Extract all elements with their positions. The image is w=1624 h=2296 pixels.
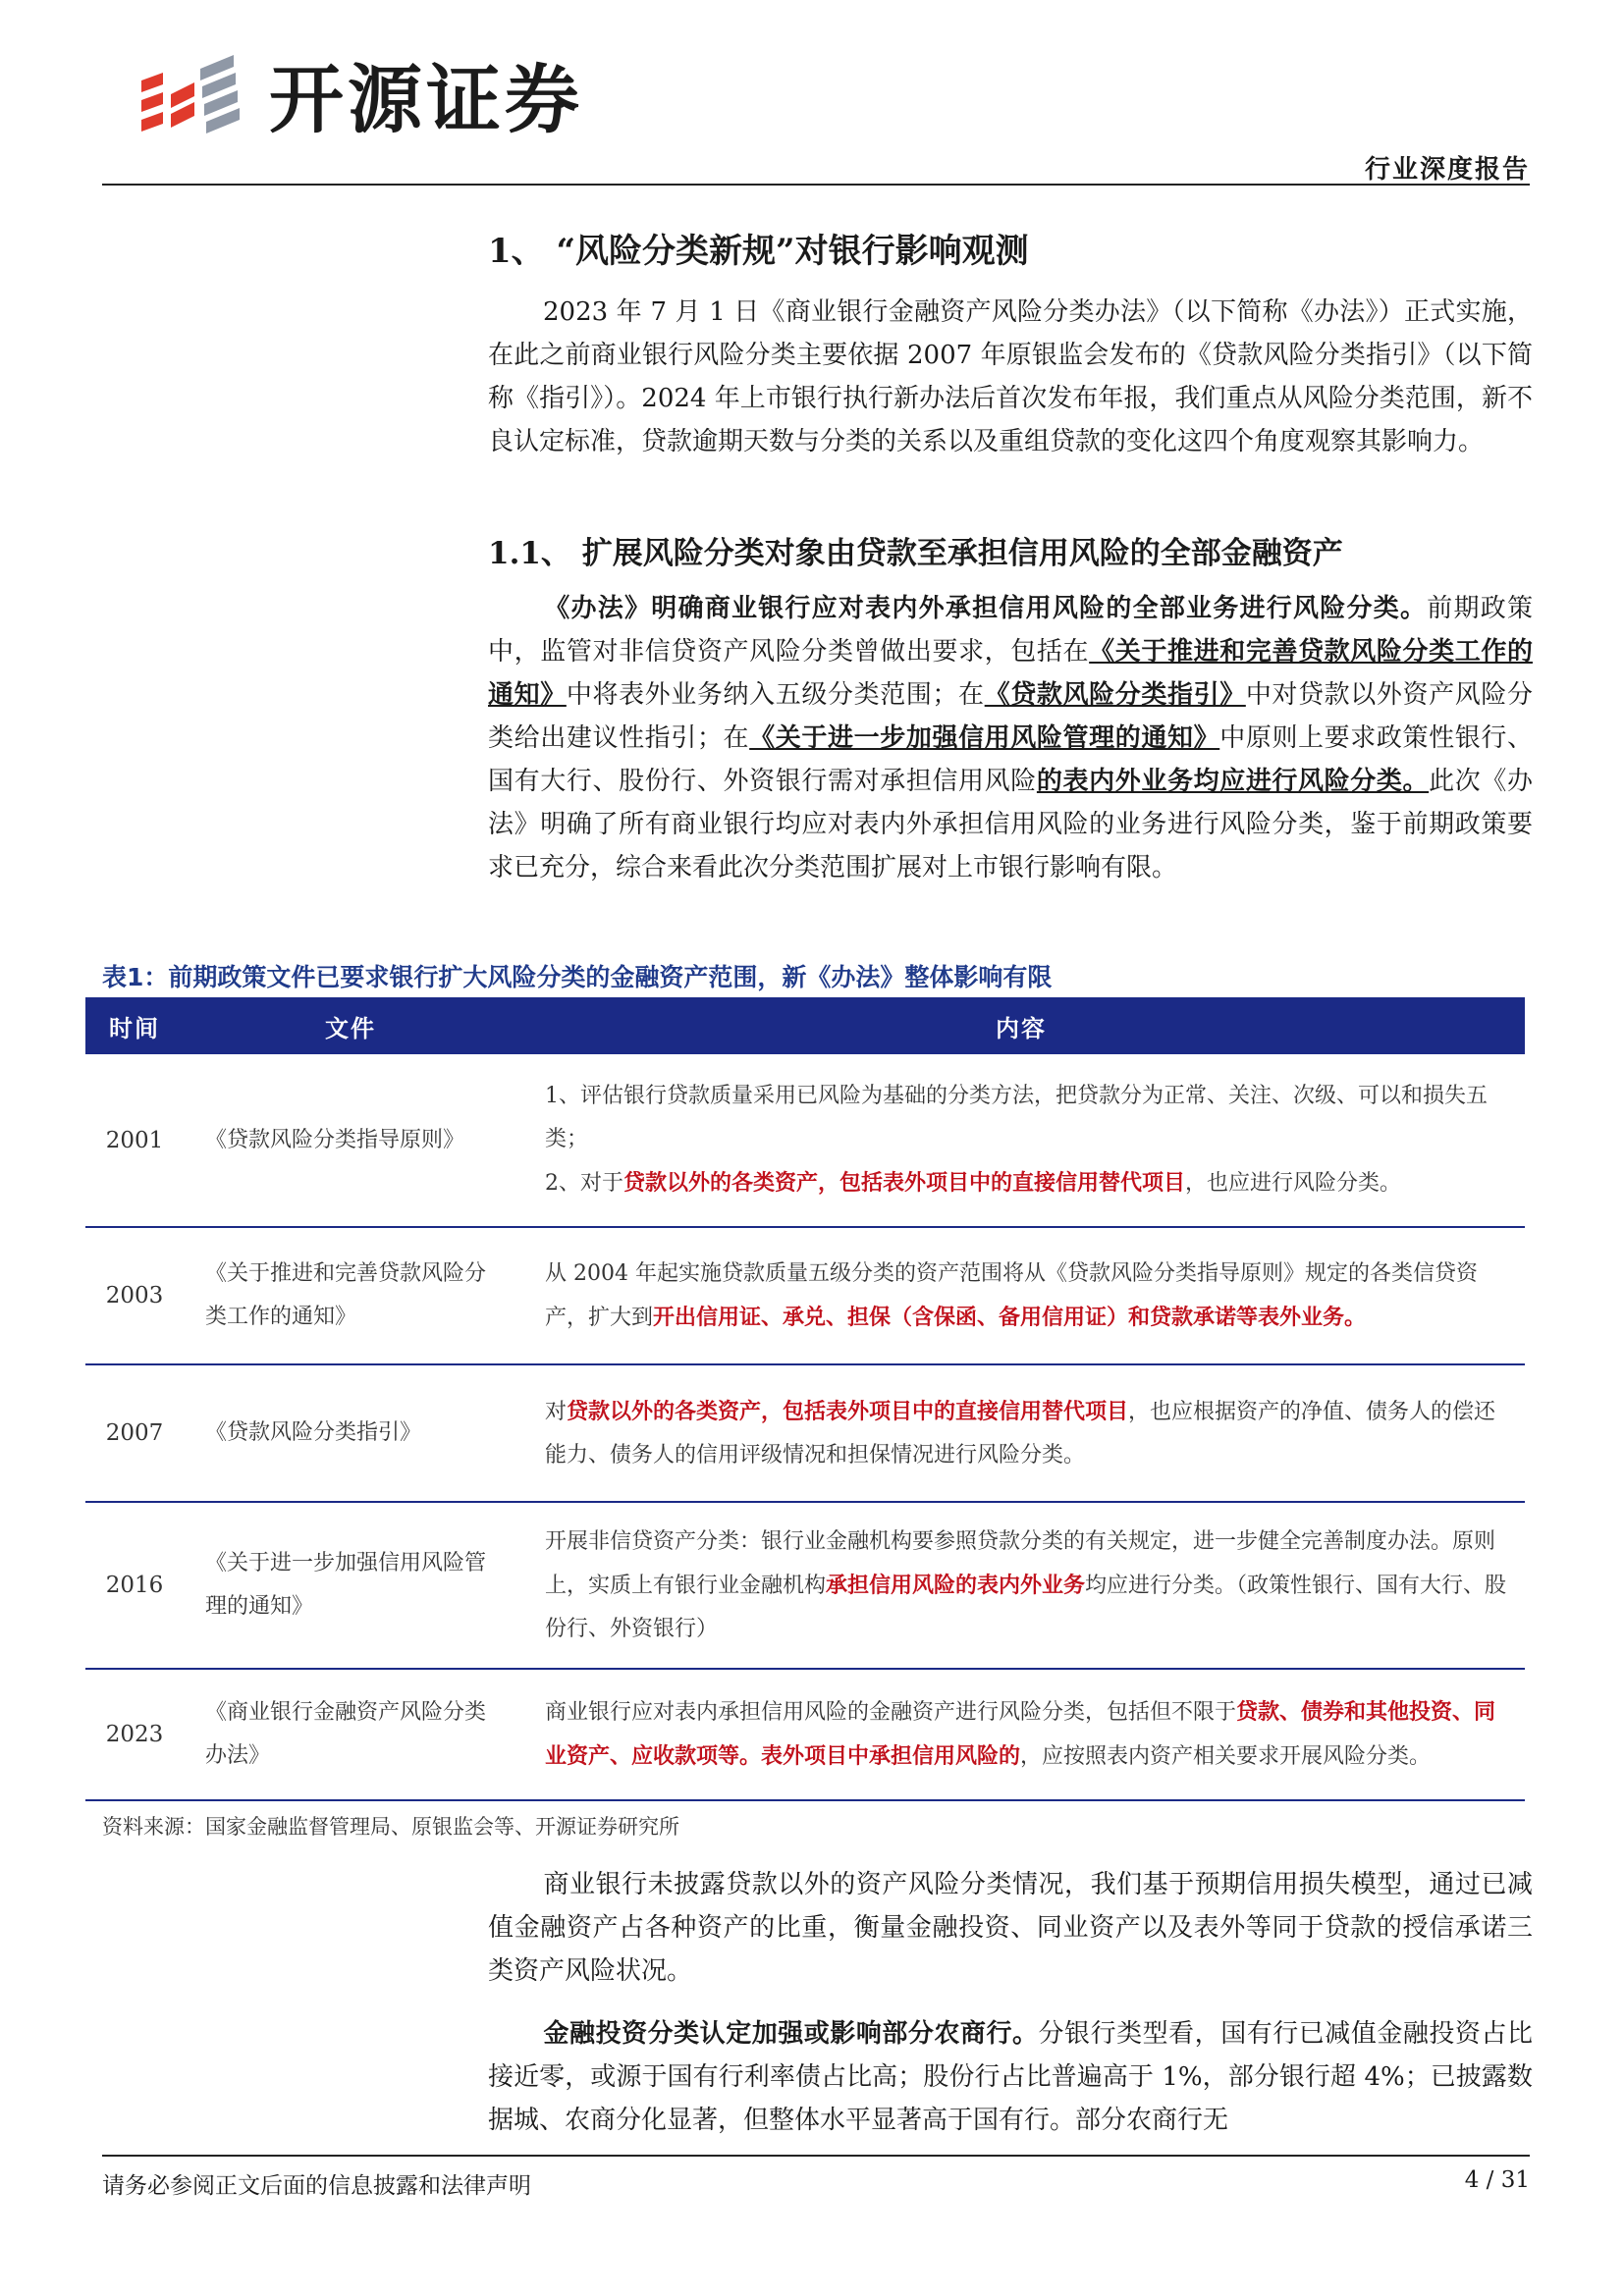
row-content [517, 1227, 1525, 1364]
content-highlight-2: 表外项目中承担信用风险的 [761, 1743, 1021, 1769]
investment-text: 分银行类型看，国有行已减值金融投资占比接近零，或源于国有行利率债占比高；股份行占比普遍高于 1%，部分银行超 4%；已披露数据城、农商分化显著，但整体水平显著高于国有行。部分农商行无 [488, 2019, 1533, 2135]
content-text-tail: 均应进行分类。（政策性银行、国有大行、股份行、外资银行） [545, 1573, 1507, 1641]
policy-text-e: 此次《办法》明确了所有商业银行均应对表内外承担信用风险的业务进行风险分类，鉴于前期政策要求已充分，综合来看此次分类范围扩展对上市银行影响有限。 [488, 767, 1533, 882]
brand-name: 开源证券 [269, 56, 583, 143]
assets-paragraph [488, 1863, 1533, 1993]
report-type: 行业深度报告 [1364, 155, 1530, 185]
row-content [517, 1054, 1525, 1227]
kaiyuan-logo-icon [135, 51, 253, 149]
row-year: 2007 [85, 1364, 184, 1502]
intro-text: 2023 年 7 月 1 日《商业银行金融资产风险分类办法》（以下简称《办法》）正式实施，在此之前商业银行风险分类主要依据 2007 年原银监会发布的《贷款风险分类指引》（以下简称《指引》）。2024 年上市银行执行新办法后首次发布年报，我们重点从风险分类范围，新不良认定标准，贷款逾期天数与分类的关系以及重组贷款的变化这四个角度观察其影响力。 [488, 297, 1533, 456]
table-header-row [85, 997, 1525, 1054]
investment-lead: 金融投资分类认定加强或影响部分农商行。 [543, 2019, 1039, 2049]
policy-paragraph [488, 587, 1533, 889]
table-source: 资料来源：国家金融监督管理局、原银监会等、开源证券研究所 [102, 1815, 679, 1839]
policy-lead: 《办法》明确商业银行应对表内外承担信用风险的全部业务进行风险分类。 [543, 594, 1428, 623]
policy-ref-credit-risk: 《关于进一步加强信用风险管理的通知》 [749, 723, 1220, 753]
table-row [85, 1227, 1525, 1364]
row-content [517, 1364, 1525, 1502]
content-item-1: 1、评估银行贷款质量采用已风险为基础的分类方法，把贷款分为正常、关注、次级、可以和损失五类； [545, 1084, 1489, 1151]
subsection-title: 1.1、 扩展风险分类对象由贷款至承担信用风险的全部金融资产 [488, 536, 1343, 571]
footer-divider [102, 2155, 1530, 2157]
policy-text-d: 中原则上要求政策性银行、国有大行、股份行、外资银行需对承担信用风险 [488, 723, 1533, 796]
table-row [85, 1364, 1525, 1502]
table-row [85, 1502, 1525, 1669]
content-text: 2、对于 [545, 1171, 623, 1196]
row-content [517, 1502, 1525, 1669]
policy-ref-guideline: 《贷款风险分类指引》 [984, 680, 1246, 710]
content-text-tail: ，也应根据资产的净值、债务人的偿还能力、债务人的信用评级情况和担保情况进行风险分类。 [545, 1399, 1496, 1468]
content-text: 对 [545, 1399, 568, 1424]
row-doc: 《贷款风险分类指导原则》 [184, 1054, 517, 1227]
policy-table [85, 997, 1525, 1801]
policy-ref-notice: 《关于推进和完善贷款风险分类工作的通知》 [488, 637, 1533, 710]
table-row [85, 1669, 1525, 1800]
section-title: 1、 “风险分类新规”对银行影响观测 [488, 232, 1029, 271]
row-doc: 《关于推进和完善贷款风险分类工作的通知》 [184, 1227, 517, 1364]
content-text-tail: ，也应进行风险分类。 [1185, 1171, 1402, 1196]
assets-text: 商业银行未披露贷款以外的资产风险分类情况，我们基于预期信用损失模型，通过已减值金融资产占各种资产的比重，衡量金融投资、同业资产以及表外等同于贷款的授信承诺三类资产风险状况。 [488, 1870, 1533, 1986]
content-text: 开展非信贷资产分类：银行业金融机构要参照贷款分类的有关规定，进一步健全完善制度办法。原则上，实质上有银行业金融机构 [545, 1528, 1496, 1598]
row-year: 2001 [85, 1054, 184, 1227]
header-doc: 文件 [184, 997, 517, 1054]
row-year: 2003 [85, 1227, 184, 1364]
row-doc: 《贷款风险分类指引》 [184, 1364, 517, 1502]
policy-text-b: 中将表外业务纳入五级分类范围；在 [566, 680, 985, 710]
content-highlight: 贷款以外的各类资产，包括表外项目中的直接信用替代项目 [623, 1170, 1186, 1196]
content-highlight: 承担信用风险的表内外业务 [826, 1572, 1086, 1598]
content-text: 商业银行应对表内承担信用风险的金融资产进行风险分类，包括但不限于 [545, 1700, 1237, 1725]
row-doc: 《关于进一步加强信用风险管理的通知》 [184, 1502, 517, 1669]
content-highlight: 开出信用证、承兑、担保（含保函、备用信用证）和贷款承诺等表外业务。 [653, 1304, 1367, 1330]
content-highlight: 贷款、债券和其他投资、同业资产、应收款项等。 [545, 1699, 1496, 1769]
page-number: 4 / 31 [1464, 2167, 1530, 2193]
row-content [517, 1669, 1525, 1800]
table-title: 表1：前期政策文件已要求银行扩大风险分类的金融资产范围，新《办法》整体影响有限 [102, 963, 1053, 991]
footer-disclaimer: 请务必参阅正文后面的信息披露和法律声明 [102, 2173, 531, 2199]
row-year: 2023 [85, 1669, 184, 1800]
header-year: 时间 [85, 997, 184, 1054]
table-row [85, 1054, 1525, 1227]
content-text: 从 2004 年起实施贷款质量五级分类的资产范围将从《贷款风险分类指导原则》规定的各类信贷资产，扩大到 [545, 1260, 1478, 1330]
policy-ref-tail: 的表内外业务均应进行风险分类。 [1036, 767, 1430, 796]
header-divider [102, 184, 1530, 186]
investment-paragraph [488, 2012, 1533, 2142]
header-content: 内容 [517, 997, 1525, 1054]
intro-paragraph [488, 291, 1533, 463]
logo [135, 51, 583, 149]
content-highlight: 贷款以外的各类资产，包括表外项目中的直接信用替代项目 [567, 1398, 1129, 1424]
row-year: 2016 [85, 1502, 184, 1669]
policy-text-a: 前期政策中，监管对非信贷资产风险分类曾做出要求，包括在 [488, 594, 1533, 667]
policy-text-c: 中对贷款以外资产风险分类给出建议性指引；在 [488, 680, 1533, 753]
row-doc: 《商业银行金融资产风险分类办法》 [184, 1669, 517, 1800]
content-text-tail: ，应按照表内资产相关要求开展风险分类。 [1020, 1744, 1432, 1769]
